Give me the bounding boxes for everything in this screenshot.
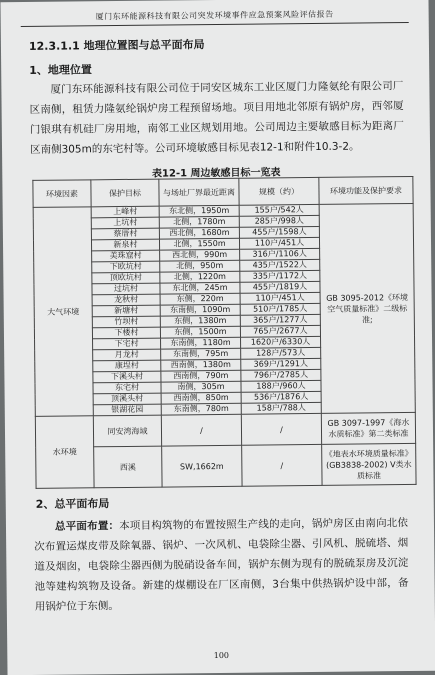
table-cell: / bbox=[161, 414, 241, 446]
subsection-heading-layout: 2、总平面布局 bbox=[35, 497, 110, 511]
table-cell: 竹坝村 bbox=[92, 316, 160, 328]
table-cell: 新塘村 bbox=[92, 305, 160, 317]
table-cell: 796户/2785人 bbox=[241, 369, 321, 381]
table-cell: 西南侧，1380m bbox=[161, 359, 241, 371]
table-cell: 765户/2677人 bbox=[240, 325, 320, 337]
col-header: 保护目标 bbox=[91, 179, 159, 207]
table-cell: 北侧，1780m bbox=[159, 216, 239, 228]
table-cell: 435户/1522人 bbox=[240, 259, 320, 271]
sensitive-targets-table bbox=[32, 176, 416, 489]
table-cell: 东南侧，780m bbox=[161, 403, 241, 415]
table-cell: 同安湾海域 bbox=[93, 415, 161, 447]
table-cell: 东侧，1380m bbox=[160, 315, 240, 327]
table-cell: 110户/451人 bbox=[239, 237, 319, 249]
col-header: 与场址厂界最近距离 bbox=[159, 178, 239, 206]
table-cell: 188户/960人 bbox=[241, 380, 321, 392]
table-cell: 过坑村 bbox=[92, 283, 160, 295]
page-number: 100 bbox=[213, 650, 230, 661]
table-cell: 顶欧坑村 bbox=[92, 272, 160, 284]
col-header: 环境因素 bbox=[33, 180, 91, 208]
table-cell: 下宅村 bbox=[93, 338, 161, 350]
table-cell: 东北侧，1950m bbox=[159, 205, 239, 217]
table-cell: 蔡厝村 bbox=[91, 228, 159, 240]
table-cell: 455户/1819人 bbox=[240, 281, 320, 293]
table-cell: 110户/451人 bbox=[240, 292, 320, 304]
table-cell: 西南侧，790m bbox=[161, 370, 241, 382]
table-cell: 东南侧，1180m bbox=[161, 337, 241, 349]
layout-lead: 总平面布置： bbox=[54, 520, 120, 533]
table-cell: / bbox=[241, 413, 321, 445]
layout-paragraph bbox=[34, 513, 409, 617]
table-cell: 西南侧，850m bbox=[161, 392, 241, 404]
table-cell: 《地表水环境质量标准》(GB3838-2002) V类水质标准 bbox=[322, 443, 416, 485]
table-caption: 表12-1 周边敏感目标一览表 bbox=[151, 167, 281, 180]
page-header: 厦门东环能源科技有限公司突发环境事件应急预案风险评估报告 bbox=[21, 8, 409, 27]
table-cell: 285户/998人 bbox=[239, 215, 319, 227]
table-cell: 上坑村 bbox=[91, 217, 159, 229]
table-cell: 365户/1277人 bbox=[240, 314, 320, 326]
table-cell: 东宅村 bbox=[93, 382, 161, 394]
table-cell: 北侧，1550m bbox=[159, 238, 239, 250]
table-cell: 西溪 bbox=[94, 446, 162, 488]
table-cell: 下楼村 bbox=[92, 327, 160, 339]
layout-text: 本项目构筑物的布置按照生产线的走向，锅炉房区由南向北依次布置运煤皮带及除氧器、锅炉、一次风机、电袋除尘器、引风机、脱硫塔、烟道及烟囱，电袋除尘器西侧为脱硝设备车间，锅炉东侧为现有的脱硫泵房及沉淀池等建构筑物及设备。新建的煤棚设在厂区南侧，3台集中供热锅炉设中部，备用锅炉位于东侧。 bbox=[34, 517, 409, 613]
table-cell: 上峰村 bbox=[91, 206, 159, 218]
table-cell: 158户/788人 bbox=[241, 402, 321, 414]
table-cell: 南侧，305m bbox=[161, 381, 241, 393]
table-cell: 下欧坑村 bbox=[92, 261, 160, 273]
table-cell: 新泉村 bbox=[91, 239, 159, 251]
table-cell: 月龙村 bbox=[93, 349, 161, 361]
table-cell: 东北侧，245m bbox=[160, 282, 240, 294]
table-header-row bbox=[33, 176, 413, 207]
table-cell: SW,1662m bbox=[162, 445, 242, 487]
table-cell: 龙秋村 bbox=[92, 294, 160, 306]
standard-cell: GB 3095-2012《环境空气质量标准》二级标准; bbox=[319, 203, 415, 413]
table-cell: 东侧，1500m bbox=[160, 326, 240, 338]
table-cell: 东侧，220m bbox=[160, 293, 240, 305]
table-cell: / bbox=[242, 444, 322, 486]
table-cell: 东南侧，1090m bbox=[160, 304, 240, 316]
location-paragraph: 厦门东环能源科技有限公司位于同安区城东工业区厦门力隆氨纶有限公司厂区南侧，租赁力隆氨纶锅炉房工程预留场地。项目用地北邻原有锅炉房，西邻厦门银琪有机硅厂房用地，南邻工业区规划用地。公司周边主要敏感目标为距离厂区南侧305m的东宅村等。公司环境敏感目标见表12-1和附件10.3-2。 bbox=[29, 80, 404, 156]
table-cell: 128户/573人 bbox=[241, 347, 321, 359]
table-cell: 西北侧，990m bbox=[160, 249, 240, 261]
table-cell: 316户/1106人 bbox=[240, 248, 320, 260]
env-factor-cell: 大气环境 bbox=[33, 207, 93, 417]
section-heading: 12.3.1.1 地理位置图与总平面布局 bbox=[28, 38, 205, 53]
col-header: 环境功能及保护要求 bbox=[319, 176, 413, 204]
table-cell: 康埕村 bbox=[93, 360, 161, 372]
table-cell: GB 3097-1997《海水水质标准》第二类标准 bbox=[321, 412, 415, 444]
env-factor-cell: 水环境 bbox=[35, 416, 94, 489]
table-cell: 顶溪头村 bbox=[93, 393, 161, 405]
table-cell: 510户/1785人 bbox=[240, 303, 320, 315]
table-cell: 1620户/6330人 bbox=[241, 336, 321, 348]
table-cell: 455户/1598人 bbox=[239, 226, 319, 238]
subsection-heading-location: 1、地理位置 bbox=[29, 63, 92, 77]
table-cell: 银湖花园 bbox=[93, 404, 161, 416]
table-cell: 北侧，1220m bbox=[160, 271, 240, 283]
table-row bbox=[35, 412, 415, 447]
table-cell: 369户/1291人 bbox=[241, 358, 321, 370]
table-cell: 西北侧，1680m bbox=[159, 227, 239, 239]
table-cell: 美珠窟村 bbox=[92, 250, 160, 262]
col-header: 规模（约） bbox=[239, 177, 319, 205]
table-cell: 155户/542人 bbox=[239, 204, 319, 216]
table-cell: 335户/1172人 bbox=[240, 270, 320, 282]
table-cell: 536户/1876人 bbox=[241, 391, 321, 403]
table-cell: 东南侧，795m bbox=[161, 348, 241, 360]
table-body bbox=[33, 203, 416, 488]
table-cell: 下溪头村 bbox=[93, 371, 161, 383]
table-cell: 北侧，950m bbox=[160, 260, 240, 272]
